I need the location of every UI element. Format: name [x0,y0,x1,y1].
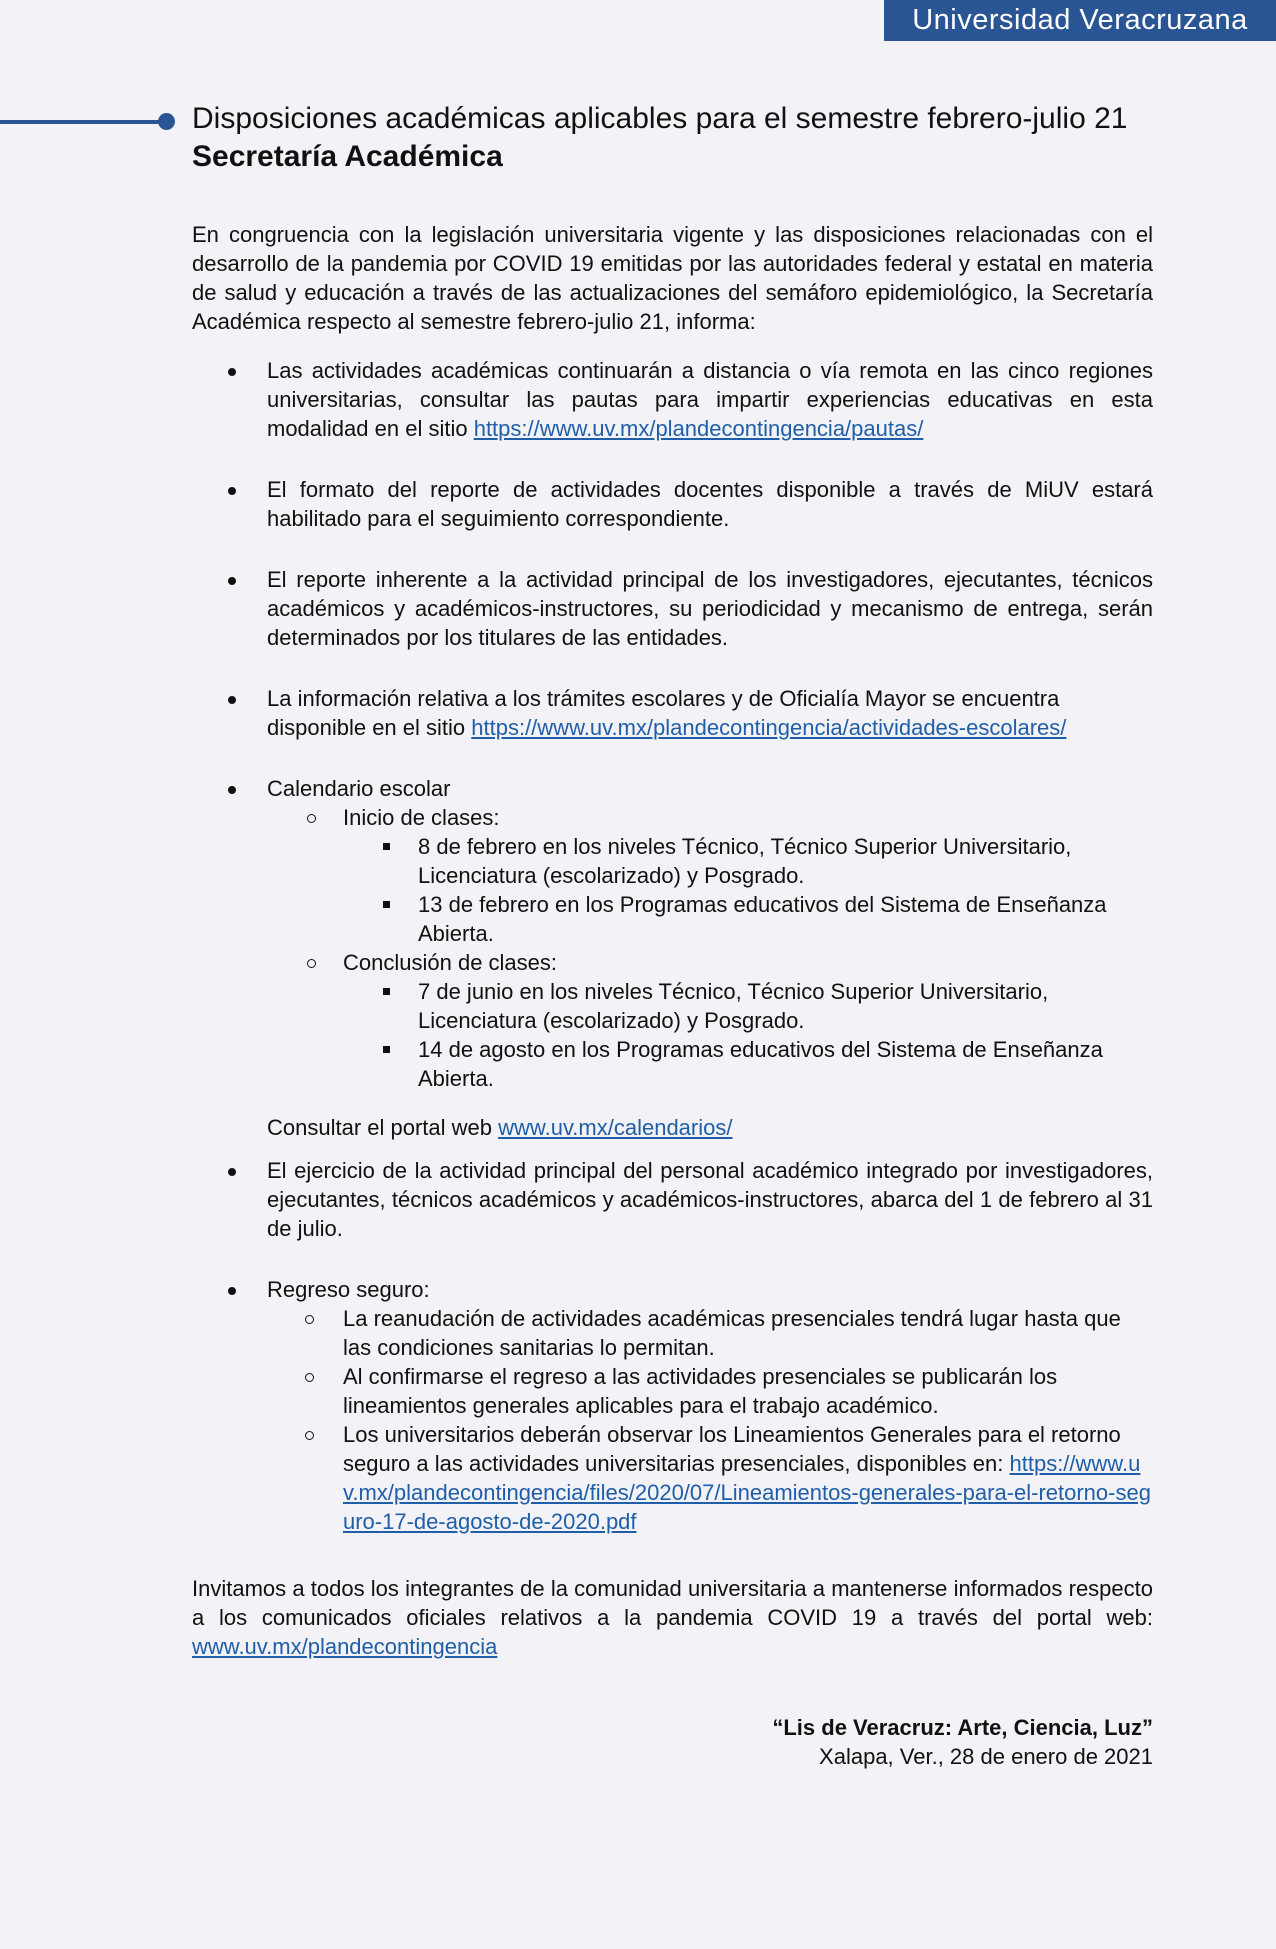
calendar-label: Calendario escolar [267,776,451,801]
list-item-research-report [192,565,1153,652]
bullet-icon [228,368,236,376]
square-bullet-icon [383,1046,390,1053]
dispositions-list [192,356,1153,1536]
item-text: La información relativa a los trámites escolares y de Oficialía Mayor se encuentra disponible en el sitio [267,686,1060,740]
bullet-icon [228,487,236,495]
square-bullet-icon [383,843,390,850]
safe-return-entry [267,1420,1153,1536]
circle-bullet-icon [305,1431,314,1440]
item-text: El formato del reporte de actividades docentes disponible a través de MiUV estará habilitado para el seguimiento correspondiente. [267,477,1153,531]
calendarios-link[interactable]: www.uv.mx/calendarios/ [498,1115,733,1140]
bullet-icon [228,1168,236,1176]
safe-return-entry [267,1304,1153,1362]
document-subtitle: Secretaría Académica [192,140,503,173]
actividades-escolares-link[interactable]: https://www.uv.mx/plandecontingencia/actividades-escolares/ [471,715,1067,740]
item-text: El ejercicio de la actividad principal del personal académico integrado por investigadores, ejecutantes, técnicos académicos y académicos-instructores, abarca del 1 de febrero al 31 de julio. [267,1158,1153,1241]
closing-paragraph [192,1574,1153,1661]
square-bullet-icon [383,988,390,995]
calendar-sublist [267,803,1153,1093]
safe-return-sublist [267,1304,1153,1536]
entry-text: 8 de febrero en los niveles Técnico, Técnico Superior Universitario, Licenciatura (escolarizado) y Posgrado. [418,834,1072,888]
square-bullet-icon [383,901,390,908]
lineamientos-pdf-link[interactable]: https://www.uv.mx/plandecontingencia/files/2020/07/Lineamientos-generales-para-el-retorno-seguro-17-de-agosto-de-2020.pdf [343,1451,1151,1534]
bullet-icon [228,1287,236,1295]
calendar-end-label: Conclusión de clases: [343,950,558,975]
circle-bullet-icon [307,814,316,823]
list-item-remote-activities [192,356,1153,443]
calendar-start-entries [343,832,1153,948]
calendar-portal-line [267,1113,1153,1142]
document-body [192,100,1153,1771]
list-item-teaching-report [192,475,1153,533]
header-rule-dot [158,113,175,130]
signature-block [192,1713,1153,1771]
entry-text: 13 de febrero en los Programas educativos del Sistema de Enseñanza Abierta. [418,892,1107,946]
intro-paragraph: En congruencia con la legislación universitaria vigente y las disposiciones relacionadas con el desarrollo de la pandemia por COVID 19 emitidas por las autoridades federal y estatal en materia de salud y educación a través de las actualizaciones del semáforo epidemiológico, la Secretaría Académica respecto al semestre febrero-julio 21, informa: [192,222,1153,334]
calendar-start-label: Inicio de clases: [343,805,500,830]
entry-text: 7 de junio en los niveles Técnico, Técnico Superior Universitario, Licenciatura (escolarizado) y Posgrado. [418,979,1049,1033]
item-text: Las actividades académicas continuarán a distancia o vía remota en las cinco regiones universitarias, consultar las pautas para impartir experiencias educativas en esta modalidad en el sitio [267,358,1153,441]
bullet-icon [228,696,236,704]
safe-return-label: Regreso seguro: [267,1277,430,1302]
place-date: Xalapa, Ver., 28 de enero de 2021 [819,1744,1153,1769]
circle-bullet-icon [305,1373,314,1382]
bullet-icon [228,577,236,585]
bullet-icon [228,786,236,794]
safe-return-entry [267,1362,1153,1420]
list-item-school-procedures [192,684,1153,742]
closing-text: Invitamos a todos los integrantes de la comunidad universitaria a mantenerse informados respecto a los comunicados oficiales relativos a la pandemia COVID 19 a través del portal web: [192,1576,1153,1630]
university-brand-banner: Universidad Veracruzana [884,0,1276,41]
item-text: El reporte inherente a la actividad principal de los investigadores, ejecutantes, técnicos académicos y académicos-instructores, su periodicidad y mecanismo de entrega, serán determinados por los titulares de las entidades. [267,567,1153,650]
circle-bullet-icon [305,1315,314,1324]
list-item-academic-period [192,1156,1153,1243]
calendar-start-item [267,803,1153,948]
entry-text: Al confirmarse el regreso a las actividades presenciales se publicarán los lineamientos generales aplicables para el trabajo académico. [343,1364,1058,1418]
calendar-end-item [267,948,1153,1093]
document-title: Disposiciones académicas aplicables para el semestre febrero-julio 21 [192,102,1128,135]
list-item-school-calendar [192,774,1153,1142]
list-item-safe-return [192,1275,1153,1536]
pautas-link[interactable]: https://www.uv.mx/plandecontingencia/pautas/ [473,416,924,441]
circle-bullet-icon [307,959,316,968]
calendar-end-entries [343,977,1153,1093]
entry-text: Los universitarios deberán observar los Lineamientos Generales para el retorno seguro a las actividades universitarias presenciales, disponibles en: [343,1422,1121,1476]
entry-text: La reanudación de actividades académicas presenciales tendrá lugar hasta que las condiciones sanitarias lo permitan. [343,1306,1121,1360]
portal-text: Consultar el portal web [267,1115,493,1140]
calendar-start-entry [343,890,1153,948]
plandecontingencia-link[interactable]: www.uv.mx/plandecontingencia [192,1634,498,1659]
university-motto: “Lis de Veracruz: Arte, Ciencia, Luz” [772,1715,1153,1740]
entry-text: 14 de agosto en los Programas educativos del Sistema de Enseñanza Abierta. [418,1037,1103,1091]
calendar-end-entry [343,977,1153,1035]
calendar-start-entry [343,832,1153,890]
header-rule-line [0,120,165,124]
calendar-end-entry [343,1035,1153,1093]
